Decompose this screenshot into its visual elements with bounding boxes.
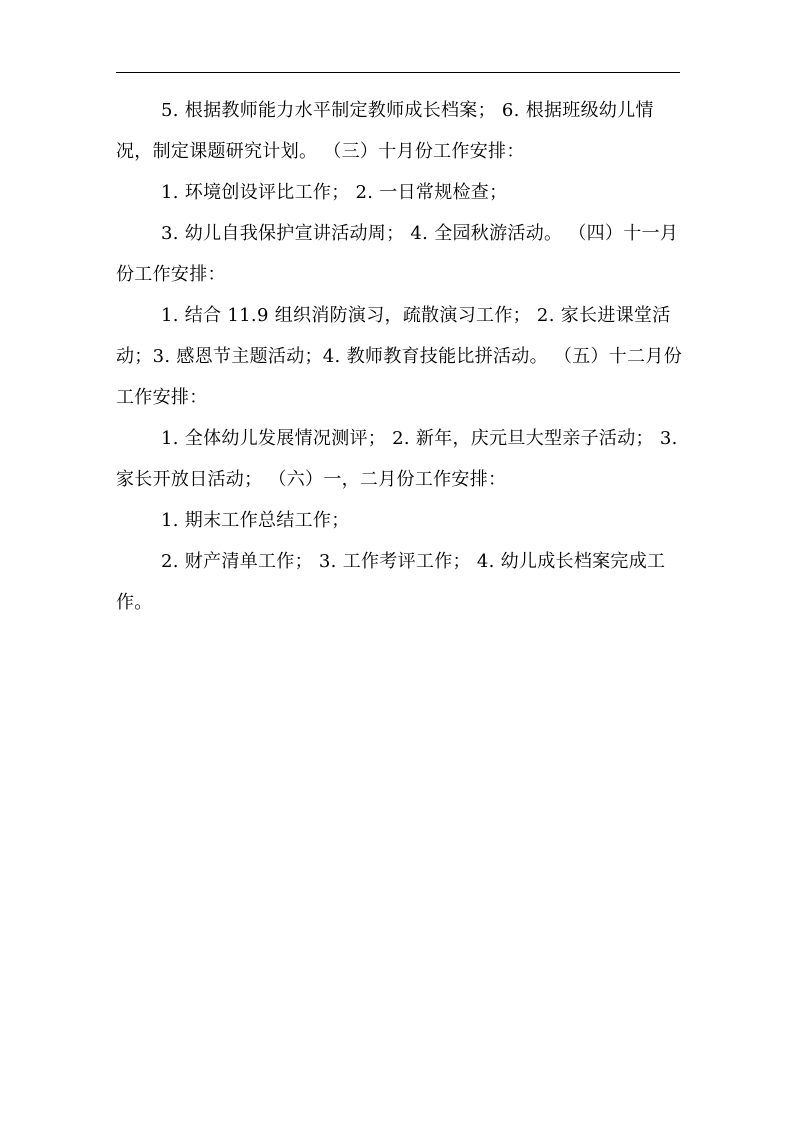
- paragraph-assessment-and-january-plan: 1. 全体幼儿发展情况测评； 2. 新年，庆元旦大型亲子活动； 3. 家长开放日活动； （六）一，二月份工作安排：: [116, 428, 678, 490]
- header-rule: [116, 72, 680, 73]
- paragraph-term-summary: 1. 期末工作总结工作；: [161, 510, 350, 531]
- paragraph-fire-drill-and-december-plan: 1. 结合 11.9 组织消防演习，疏散演习工作； 2. 家长进课堂活动；3. 感恩节主题活动；4. 教师教育技能比拼活动。 （五）十二月份工作安排：: [116, 305, 683, 408]
- document-body: [116, 90, 684, 623]
- paragraph-environment-and-routine-check: 1. 环境创设评比工作； 2. 一日常规检查；: [161, 182, 508, 203]
- paragraph-inventory-and-archive: 2. 财产清单工作； 3. 工作考评工作； 4. 幼儿成长档案完成工作。: [116, 551, 666, 613]
- paragraph-teacher-growth-and-october-plan: 5. 根据教师能力水平制定教师成长档案； 6. 根据班级幼儿情况，制定课题研究计划。 （三）十月份工作安排：: [116, 100, 654, 162]
- paragraph-safety-week-and-november-plan: 3. 幼儿自我保护宣讲活动周； 4. 全园秋游活动。 （四）十一月份工作安排：: [116, 223, 679, 285]
